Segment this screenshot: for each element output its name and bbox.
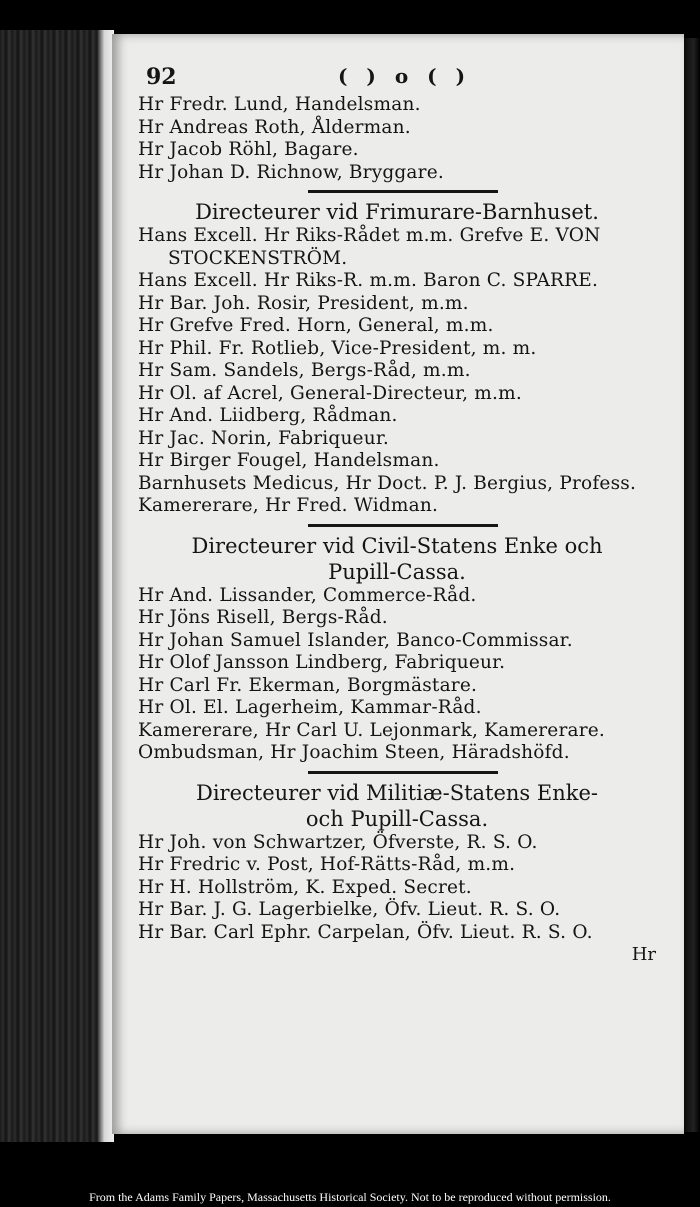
list-item: Hr Fredric v. Post, Hof-Rätts-Råd, m.m. — [138, 854, 516, 875]
section-divider — [308, 524, 498, 527]
list-item: Hr H. Hollström, K. Exped. Secret. — [138, 876, 472, 898]
list-item: Hr Joh. von Schwartzer, Öfverste, R. S. O. — [138, 831, 538, 853]
catchword: Hr — [631, 944, 656, 965]
list-item: Hr Birger Fougel, Handelsman. — [138, 450, 440, 471]
list-item: Hr Ol. El. Lagerheim, Kammar-Råd. — [138, 697, 482, 718]
list-item: Hr Bar. Carl Ephr. Carpelan, Öfv. Lieut. R. S. O. — [138, 921, 593, 943]
list-item: Hr Ol. af Acrel, General-Directeur, m.m. — [138, 382, 522, 404]
list-item: Hans Excell. Hr Riks-R. m.m. Baron C. SPARRE. — [138, 270, 599, 291]
list-item: Hr And. Lissander, Commerce-Råd. — [138, 584, 477, 606]
section-list — [138, 585, 676, 765]
page-right-edge — [684, 38, 700, 1132]
list-item: Hr Johan Samuel Islander, Banco-Commissar. — [138, 629, 573, 651]
list-item: Barnhusets Medicus, Hr Doct. P. J. Bergius, Profess. — [138, 472, 637, 494]
section-divider — [308, 771, 498, 774]
list-item: Kamererare, Hr Carl U. Lejonmark, Kamererare. — [138, 719, 605, 741]
list-item: Hr Fredr. Lund, Handelsman. — [138, 94, 421, 115]
list-item: Hr Jacob Röhl, Bagare. — [138, 139, 359, 160]
list-item: Hr Andreas Roth, Ålderman. — [138, 116, 411, 138]
section-heading: och Pupill-Cassa. — [305, 806, 489, 831]
top-list — [138, 94, 676, 184]
list-item: Hr Olof Jansson Lindberg, Fabriqueur. — [138, 652, 506, 673]
list-item: Hr Bar. J. G. Lagerbielke, Öfv. Lieut. R. S. O. — [138, 899, 561, 920]
list-item: Kamererare, Hr Fred. Widman. — [138, 495, 439, 516]
list-item: Hans Excell. Hr Riks-Rådet m.m. Grefve E. VON — [138, 225, 601, 246]
list-item: STOCKENSTRÖM. — [168, 247, 348, 269]
page-content — [138, 62, 676, 966]
section-heading: Directeurer vid Militiæ-Statens Enke- — [196, 780, 598, 805]
list-item: Hr Jöns Risell, Bergs-Råd. — [138, 607, 388, 628]
list-item: Hr Grefve Fred. Horn, General, m.m. — [138, 315, 494, 336]
section-heading: Directeurer vid Civil-Statens Enke och — [191, 533, 603, 558]
page-number: 92 — [146, 64, 177, 90]
section-heading: Pupill-Cassa. — [328, 559, 466, 584]
archive-caption: From the Adams Family Papers, Massachusetts Historical Society. Not to be reproduced without permission. — [89, 1190, 611, 1204]
list-item: Ombudsman, Hr Joachim Steen, Häradshöfd. — [138, 742, 570, 763]
list-item: Hr Sam. Sandels, Bergs-Råd, m.m. — [138, 360, 471, 381]
list-item: Hr Phil. Fr. Rotlieb, Vice-President, m. m. — [138, 337, 537, 359]
book-spine — [0, 30, 112, 1142]
section-divider — [308, 190, 498, 193]
list-item: Hr Bar. Joh. Rosir, President, m.m. — [138, 292, 469, 314]
page-header — [138, 62, 676, 94]
header-ornament: ( ) o ( ) — [338, 64, 472, 88]
section-list — [138, 225, 676, 518]
list-item: Hr Carl Fr. Ekerman, Borgmästare. — [138, 674, 478, 696]
list-item: Hr Johan D. Richnow, Bryggare. — [138, 161, 444, 183]
section-list — [138, 832, 676, 945]
section-heading: Directeurer vid Frimurare-Barnhuset. — [195, 200, 599, 224]
list-item: Hr And. Liidberg, Rådman. — [138, 405, 398, 426]
book-page — [112, 34, 684, 1134]
list-item: Hr Jac. Norin, Fabriqueur. — [138, 427, 389, 449]
